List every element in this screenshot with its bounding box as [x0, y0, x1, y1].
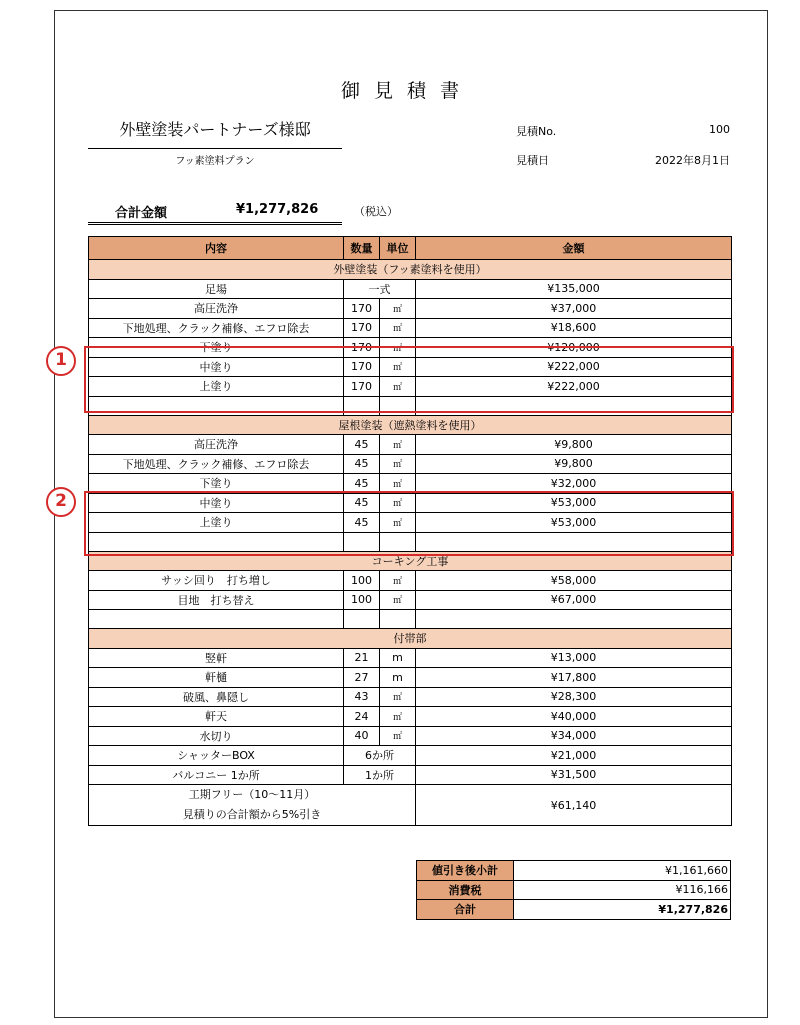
grand-total-label: 合計 — [417, 900, 514, 920]
row-qty: 45 — [344, 493, 380, 513]
row-amount: ¥120,000 — [416, 338, 732, 358]
table-header-row — [89, 237, 732, 260]
row-content: 下地処理、クラック補修、エフロ除去 — [89, 318, 344, 338]
row-qty: 170 — [344, 299, 380, 319]
subtotal-label: 値引き後小計 — [417, 861, 514, 881]
row-content: 下地処理、クラック補修、エフロ除去 — [89, 454, 344, 474]
row-qty: 27 — [344, 668, 380, 688]
discount-line1: 工期フリー（10〜11月） — [188, 788, 316, 801]
row-qty: 45 — [344, 454, 380, 474]
estimate-date-value: 2022年8月1日 — [655, 154, 730, 167]
row-content: 竪軒 — [89, 648, 344, 668]
table-row — [89, 590, 732, 610]
row-unit: ㎡ — [380, 338, 416, 358]
row-unit: ㎡ — [380, 687, 416, 707]
discount-amount: ¥61,140 — [416, 785, 732, 826]
table-row — [89, 454, 732, 474]
table-row — [89, 279, 732, 299]
section-title: 外壁塗装（フッ素塗料を使用） — [89, 260, 732, 280]
row-amount: ¥67,000 — [416, 590, 732, 610]
table-row — [89, 435, 732, 455]
row-content: シャッターBOX — [89, 746, 344, 766]
row-unit: ㎡ — [380, 493, 416, 513]
row-qty: 21 — [344, 648, 380, 668]
row-amount: ¥40,000 — [416, 707, 732, 727]
row-unit: m — [380, 648, 416, 668]
table-row — [89, 299, 732, 319]
row-content: 下塗り — [89, 474, 344, 494]
summary-table — [416, 860, 731, 920]
table-row — [89, 746, 732, 766]
row-amount: ¥31,500 — [416, 765, 732, 785]
tax-label: 消費税 — [417, 880, 514, 900]
client-name: 外壁塗装パートナーズ様邸 — [88, 117, 342, 149]
row-qty: 170 — [344, 338, 380, 358]
row-unit: ㎡ — [380, 299, 416, 319]
highlight-box-1 — [84, 346, 734, 413]
row-content: 中塗り — [89, 357, 344, 377]
row-amount: ¥37,000 — [416, 299, 732, 319]
section-title: 付帯部 — [89, 629, 732, 649]
section-title: コーキング工事 — [89, 551, 732, 571]
row-qty-unit: 一式 — [344, 279, 416, 299]
row-qty: 100 — [344, 590, 380, 610]
row-amount: ¥222,000 — [416, 357, 732, 377]
header-qty: 数量 — [344, 237, 380, 260]
row-unit: ㎡ — [380, 513, 416, 533]
row-qty-unit: 6か所 — [344, 746, 416, 766]
row-unit: ㎡ — [380, 726, 416, 746]
table-row — [89, 318, 732, 338]
row-content: 目地 打ち替え — [89, 590, 344, 610]
estimate-no-value: 100 — [709, 123, 730, 136]
estimate-date-label: 見積日 — [516, 154, 549, 167]
tax-value: ¥116,166 — [514, 880, 731, 900]
table-row — [89, 687, 732, 707]
row-amount: ¥9,800 — [416, 435, 732, 455]
row-content: 高圧洗浄 — [89, 299, 344, 319]
row-content: 上塗り — [89, 377, 344, 397]
row-content: 軒天 — [89, 707, 344, 727]
row-content: バルコニー 1か所 — [89, 765, 344, 785]
row-amount: ¥53,000 — [416, 513, 732, 533]
grand-total-row — [417, 900, 731, 920]
row-content: 破風、鼻隠し — [89, 687, 344, 707]
estimate-no-label: 見積No. — [516, 125, 557, 138]
plan-name: フッ素塗料プラン — [175, 156, 255, 167]
marker-1: 1 — [46, 346, 76, 376]
total-value: ¥1,277,826 — [236, 202, 319, 217]
row-qty: 170 — [344, 357, 380, 377]
row-qty: 170 — [344, 318, 380, 338]
section-header-roof — [89, 415, 732, 435]
document-title: 御見積書 — [340, 80, 473, 102]
tax-included-note: （税込） — [354, 205, 398, 218]
table-row — [89, 648, 732, 668]
row-content: 高圧洗浄 — [89, 435, 344, 455]
discount-note — [89, 785, 416, 826]
table-row — [89, 668, 732, 688]
row-unit: ㎡ — [380, 435, 416, 455]
row-amount: ¥58,000 — [416, 571, 732, 591]
row-amount: ¥222,000 — [416, 377, 732, 397]
row-qty: 45 — [344, 474, 380, 494]
row-content: 水切り — [89, 726, 344, 746]
row-amount: ¥32,000 — [416, 474, 732, 494]
blank-row — [89, 610, 732, 629]
row-amount: ¥13,000 — [416, 648, 732, 668]
row-content: 上塗り — [89, 513, 344, 533]
table-row — [89, 707, 732, 727]
header-content: 内容 — [89, 237, 344, 260]
row-unit: ㎡ — [380, 318, 416, 338]
row-content: 中塗り — [89, 493, 344, 513]
row-qty: 40 — [344, 726, 380, 746]
row-amount: ¥17,800 — [416, 668, 732, 688]
row-qty: 45 — [344, 435, 380, 455]
row-qty: 43 — [344, 687, 380, 707]
subtotal-row — [417, 861, 731, 881]
row-qty-unit: 1か所 — [344, 765, 416, 785]
row-unit: ㎡ — [380, 357, 416, 377]
row-qty: 24 — [344, 707, 380, 727]
row-amount: ¥135,000 — [416, 279, 732, 299]
row-unit: ㎡ — [380, 590, 416, 610]
header-unit: 単位 — [380, 237, 416, 260]
tax-row — [417, 880, 731, 900]
row-unit: ㎡ — [380, 707, 416, 727]
row-unit: ㎡ — [380, 571, 416, 591]
row-unit: ㎡ — [380, 454, 416, 474]
total-label: 合計金額 — [115, 206, 168, 221]
table-row — [89, 571, 732, 591]
row-unit: ㎡ — [380, 474, 416, 494]
highlight-box-2 — [84, 491, 734, 556]
row-qty: 100 — [344, 571, 380, 591]
row-amount: ¥28,300 — [416, 687, 732, 707]
row-amount: ¥18,600 — [416, 318, 732, 338]
header-amount: 金額 — [416, 237, 732, 260]
row-content: 下塗り — [89, 338, 344, 358]
grand-total-value: ¥1,277,826 — [514, 900, 731, 920]
discount-row — [89, 785, 732, 826]
row-content: 軒樋 — [89, 668, 344, 688]
section-header-accessories — [89, 629, 732, 649]
row-qty: 170 — [344, 377, 380, 397]
row-amount: ¥34,000 — [416, 726, 732, 746]
subtotal-value: ¥1,161,660 — [514, 861, 731, 881]
row-amount: ¥21,000 — [416, 746, 732, 766]
section-header-exterior — [89, 260, 732, 280]
row-content: サッシ回り 打ち増し — [89, 571, 344, 591]
total-amount-box — [88, 202, 342, 225]
row-unit: m — [380, 668, 416, 688]
marker-2: 2 — [46, 487, 76, 517]
row-unit: ㎡ — [380, 377, 416, 397]
row-qty: 45 — [344, 513, 380, 533]
row-amount: ¥9,800 — [416, 454, 732, 474]
row-content: 足場 — [89, 279, 344, 299]
discount-line2: 見積りの合計額から5%引き — [182, 808, 322, 821]
section-title: 屋根塗装（遮熱塗料を使用） — [89, 415, 732, 435]
table-row — [89, 726, 732, 746]
row-amount: ¥53,000 — [416, 493, 732, 513]
table-row — [89, 765, 732, 785]
